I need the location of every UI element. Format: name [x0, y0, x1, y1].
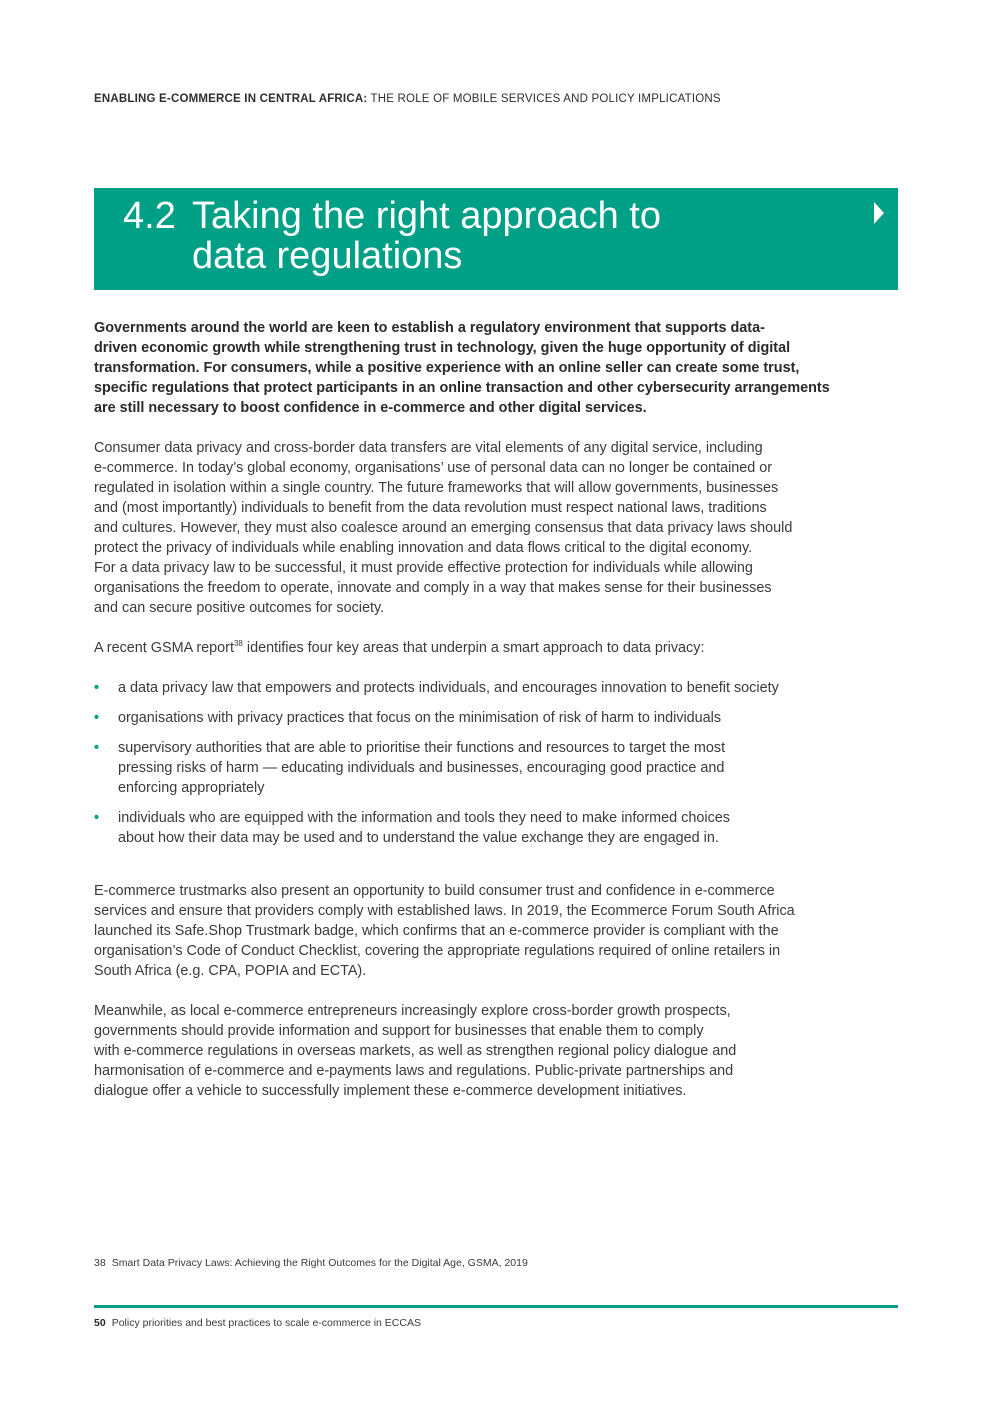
paragraph-line: and cultures. However, they must also coalesce around an emerging consensus that data privacy laws should: [94, 520, 793, 536]
paragraph-line: South Africa (e.g. CPA, POPIA and ECTA).: [94, 963, 367, 979]
list-item-line: enforcing appropriately: [118, 780, 265, 796]
list-item: [94, 678, 886, 698]
lead-line: are still necessary to boost confidence in e-commerce and other digital services.: [94, 400, 647, 416]
paragraph-gsma-intro: [94, 638, 886, 658]
paragraph-line: harmonisation of e-commerce and e-payments laws and regulations. Public-private partnerships and: [94, 1063, 734, 1079]
main-content: [94, 318, 886, 1121]
footer-text: Policy priorities and best practices to scale e-commerce in ECCAS: [111, 1317, 421, 1329]
page-footer: [94, 1317, 421, 1329]
lead-paragraph: [94, 318, 886, 418]
paragraph-line: organisations the freedom to operate, innovate and comply in a way that makes sense for their businesses: [94, 580, 772, 596]
paragraph-line: protect the privacy of individuals while enabling innovation and data flows critical to the digital economy.: [94, 540, 753, 556]
bullet-icon: •: [94, 680, 100, 696]
lead-line: transformation. For consumers, while a positive experience with an online seller can create some trust,: [94, 360, 800, 376]
footnote-number: 38: [94, 1257, 106, 1269]
paragraph-line: governments should provide information and support for businesses that enable them to comply: [94, 1023, 704, 1039]
bullet-icon: •: [94, 810, 100, 826]
paragraph-line: dialogue offer a vehicle to successfully implement these e-commerce development initiatives.: [94, 1083, 687, 1099]
list-item-line: a data privacy law that empowers and protects individuals, and encourages innovation to benefit society: [118, 680, 779, 696]
running-header-bold: ENABLING E-COMMERCE IN CENTRAL AFRICA:: [94, 93, 368, 105]
list-item-line: pressing risks of harm — educating individuals and businesses, encouraging good practice and: [118, 760, 725, 776]
footnote-ref: 38: [233, 639, 243, 648]
list-item: [94, 708, 886, 728]
section-title-line: data regulations: [192, 235, 463, 277]
lead-line: driven economic growth while strengthening trust in technology, given the huge opportunity of digital: [94, 340, 791, 356]
paragraph-line: e-commerce. In today’s global economy, organisations’ use of personal data can no longer be contained or: [94, 460, 773, 476]
list-item-line: supervisory authorities that are able to prioritise their functions and resources to target the most: [118, 740, 726, 756]
running-header: [94, 93, 914, 105]
paragraph-line: regulated in isolation within a single country. The future frameworks that will allow governments, businesses: [94, 480, 779, 496]
footnote-text: Smart Data Privacy Laws: Achieving the Right Outcomes for the Digital Age, GSMA, 2019: [111, 1257, 528, 1269]
paragraph-line: and can secure positive outcomes for society.: [94, 600, 385, 616]
paragraph-line: Consumer data privacy and cross-border data transfers are vital elements of any digital service, including: [94, 440, 763, 456]
paragraph-line: Meanwhile, as local e-commerce entrepreneurs increasingly explore cross-border growth prospects,: [94, 1003, 731, 1019]
paragraph-line: services and ensure that providers comply with established laws. In 2019, the Ecommerce Forum South Africa: [94, 903, 795, 919]
key-areas-list: [94, 678, 886, 848]
paragraph-data-privacy: [94, 438, 886, 618]
list-item-line: about how their data may be used and to understand the value exchange they are engaged in.: [118, 830, 719, 846]
list-item-line: organisations with privacy practices that focus on the minimisation of risk of harm to individuals: [118, 710, 722, 726]
paragraph-line: For a data privacy law to be successful, it must provide effective protection for individuals while allowing: [94, 560, 753, 576]
list-item-line: individuals who are equipped with the information and tools they need to make informed choices: [118, 810, 730, 826]
list-item: [94, 738, 886, 798]
section-title-line: Taking the right approach to: [192, 195, 661, 237]
spacer: [94, 858, 886, 881]
page-number: 50: [94, 1317, 106, 1329]
footnote: [94, 1257, 528, 1269]
lead-line: specific regulations that protect participants in an online transaction and other cybersecurity arrangements: [94, 380, 830, 396]
intro-text: A recent GSMA report: [94, 640, 234, 656]
bullet-icon: •: [94, 710, 100, 726]
list-item: [94, 808, 886, 848]
paragraph-line: with e-commerce regulations in overseas markets, as well as strengthen regional policy dialogue and: [94, 1043, 737, 1059]
running-header-rest: THE ROLE OF MOBILE SERVICES AND POLICY IMPLICATIONS: [367, 93, 721, 105]
section-title: [192, 196, 661, 276]
footer-divider: [94, 1305, 898, 1308]
paragraph-line: organisation’s Code of Conduct Checklist, covering the appropriate regulations required of online retailers in: [94, 943, 781, 959]
paragraph-line: and (most importantly) individuals to benefit from the data revolution must respect national laws, traditions: [94, 500, 767, 516]
paragraph-line: E-commerce trustmarks also present an opportunity to build consumer trust and confidence in e-commerce: [94, 883, 775, 899]
lead-line: Governments around the world are keen to establish a regulatory environment that supports data-: [94, 320, 765, 336]
chevron-right-icon: [874, 202, 884, 224]
bullet-icon: •: [94, 740, 100, 756]
section-title-banner: [94, 188, 898, 290]
paragraph-cross-border: [94, 1001, 886, 1101]
paragraph-trustmarks: [94, 881, 886, 981]
section-number: 4.2: [123, 195, 176, 237]
paragraph-line: launched its Safe.Shop Trustmark badge, which confirms that an e-commerce provider is compliant with the: [94, 923, 779, 939]
intro-text: identifies four key areas that underpin a smart approach to data privacy:: [242, 640, 705, 656]
